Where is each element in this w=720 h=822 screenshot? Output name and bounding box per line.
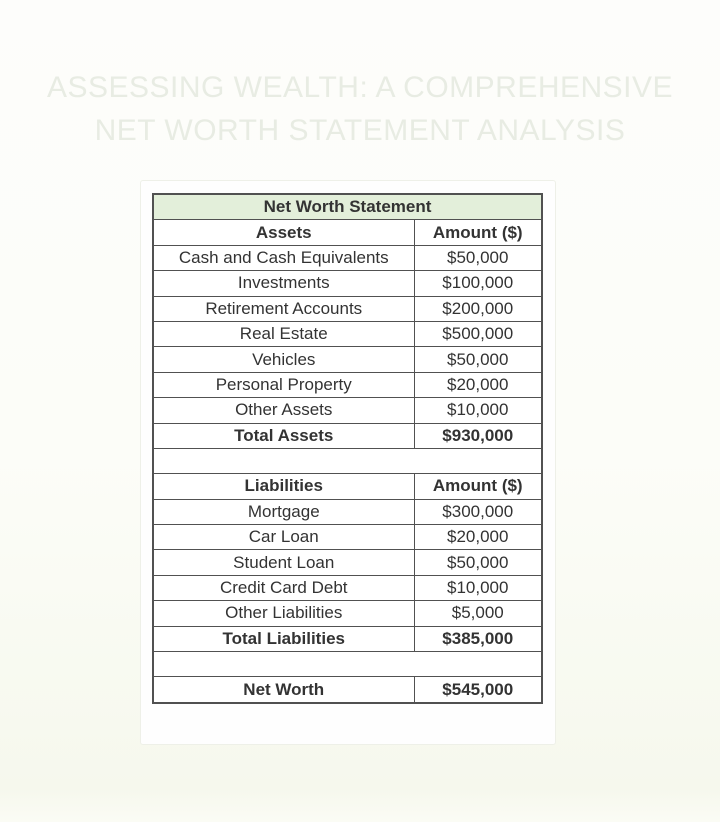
table-row [153,245,542,270]
table-row [153,601,542,626]
total-liabilities-row [153,626,542,651]
liability-label: Student Loan [153,550,414,575]
spacer-cell [153,448,542,473]
liability-label: Other Liabilities [153,601,414,626]
table-row [153,296,542,321]
asset-label: Vehicles [153,347,414,372]
asset-label: Cash and Cash Equivalents [153,245,414,270]
table-row [153,372,542,397]
asset-amount: $200,000 [414,296,542,321]
asset-label: Retirement Accounts [153,296,414,321]
total-assets-amount: $930,000 [414,423,542,448]
asset-amount: $50,000 [414,347,542,372]
liability-label: Credit Card Debt [153,575,414,600]
net-worth-statement-table [152,193,543,704]
spacer-cell [153,652,542,677]
table-row [153,525,542,550]
asset-amount: $100,000 [414,271,542,296]
net-worth-amount: $545,000 [414,677,542,703]
assets-header-row [153,220,542,245]
page-title-line-1: ASSESSING WEALTH: A COMPREHENSIVE [46,71,674,104]
table-row [153,575,542,600]
spacer-row [153,448,542,473]
asset-label: Investments [153,271,414,296]
asset-amount: $10,000 [414,398,542,423]
table-row [153,398,542,423]
table-row [153,347,542,372]
total-liabilities-amount: $385,000 [414,626,542,651]
table-row [153,550,542,575]
total-liabilities-label: Total Liabilities [153,626,414,651]
liabilities-header-row [153,474,542,499]
table-title: Net Worth Statement [153,194,542,220]
table-row [153,499,542,524]
liabilities-header-label: Liabilities [153,474,414,499]
liability-label: Mortgage [153,499,414,524]
page-title-line-2: NET WORTH STATEMENT ANALYSIS [94,114,626,147]
liability-amount: $5,000 [414,601,542,626]
total-assets-row [153,423,542,448]
asset-amount: $20,000 [414,372,542,397]
table-title-row [153,194,542,220]
table-row [153,321,542,346]
liability-amount: $10,000 [414,575,542,600]
asset-amount: $50,000 [414,245,542,270]
asset-label: Real Estate [153,321,414,346]
table-row [153,271,542,296]
net-worth-label: Net Worth [153,677,414,703]
net-worth-row [153,677,542,703]
total-assets-label: Total Assets [153,423,414,448]
assets-amount-header: Amount ($) [414,220,542,245]
spacer-row [153,652,542,677]
asset-label: Other Assets [153,398,414,423]
liability-amount: $300,000 [414,499,542,524]
assets-header-label: Assets [153,220,414,245]
asset-amount: $500,000 [414,321,542,346]
asset-label: Personal Property [153,372,414,397]
page-title [0,66,720,152]
liabilities-amount-header: Amount ($) [414,474,542,499]
liability-amount: $20,000 [414,525,542,550]
liability-label: Car Loan [153,525,414,550]
liability-amount: $50,000 [414,550,542,575]
